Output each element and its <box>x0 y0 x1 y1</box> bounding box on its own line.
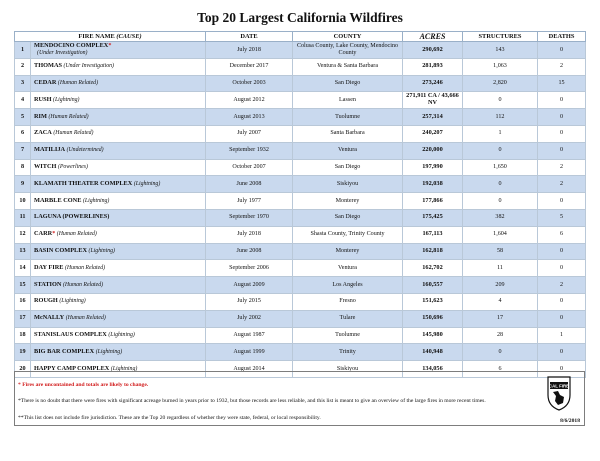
deaths-cell: 2 <box>538 159 586 176</box>
rank-cell: 18 <box>15 327 31 344</box>
fire-name-cell <box>31 109 206 126</box>
fire-cause: (Undetermined) <box>66 147 104 154</box>
fire-name-cell <box>31 327 206 344</box>
table-row <box>15 193 586 210</box>
rank-cell: 6 <box>15 125 31 142</box>
deaths-cell: 0 <box>538 243 586 260</box>
deaths-cell: 0 <box>538 361 586 378</box>
table-header-row <box>15 32 586 42</box>
structures-cell: 0 <box>463 92 538 109</box>
structures-cell: 1 <box>463 125 538 142</box>
date-cell: October 2003 <box>206 75 293 92</box>
date-cell: July 2018 <box>206 42 293 59</box>
fire-name-cell <box>31 226 206 243</box>
structures-cell: 28 <box>463 327 538 344</box>
deaths-cell: 15 <box>538 75 586 92</box>
deaths-cell: 2 <box>538 277 586 294</box>
county-cell: Monterey <box>293 243 403 260</box>
date-cell: August 2014 <box>206 361 293 378</box>
county-cell: San Diego <box>293 209 403 226</box>
fire-name: CEDAR <box>34 79 57 87</box>
rank-cell: 14 <box>15 260 31 277</box>
rank-cell: 16 <box>15 293 31 310</box>
date-cell: August 2009 <box>206 277 293 294</box>
header-cause-label: (CAUSE) <box>116 33 142 40</box>
fire-name-cell <box>31 293 206 310</box>
county-cell: Lassen <box>293 92 403 109</box>
county-cell: Ventura <box>293 142 403 159</box>
structures-cell: 112 <box>463 109 538 126</box>
fire-name: STATION <box>34 280 62 288</box>
fire-name-cell <box>31 58 206 75</box>
table-row <box>15 75 586 92</box>
structures-cell: 0 <box>463 344 538 361</box>
footer-notes <box>14 371 585 426</box>
header-acres: ACRES <box>403 32 463 42</box>
county-cell: San Diego <box>293 159 403 176</box>
acres-cell: 197,990 <box>403 159 463 176</box>
deaths-cell: 5 <box>538 209 586 226</box>
deaths-cell: 0 <box>538 344 586 361</box>
deaths-cell: 2 <box>538 58 586 75</box>
fire-cause: (Human Related) <box>62 281 104 288</box>
fire-cause: (Lightning) <box>110 365 138 372</box>
fire-name: HAPPY CAMP COMPLEX <box>34 364 110 372</box>
acres-cell: 150,696 <box>403 310 463 327</box>
deaths-cell: 0 <box>538 92 586 109</box>
fire-name: DAY FIRE <box>34 263 64 271</box>
acres-cell: 257,314 <box>403 109 463 126</box>
acres-cell: 162,702 <box>403 260 463 277</box>
rank-cell: 3 <box>15 75 31 92</box>
date-cell: July 2018 <box>206 226 293 243</box>
fire-name-cell <box>31 209 206 226</box>
fire-name: McNALLY <box>34 314 65 322</box>
structures-cell: 0 <box>463 176 538 193</box>
table-row <box>15 58 586 75</box>
table-row <box>15 277 586 294</box>
deaths-cell: 6 <box>538 226 586 243</box>
date-cell: August 1987 <box>206 327 293 344</box>
cal-fire-logo-icon <box>546 375 572 411</box>
date-cell: August 2012 <box>206 92 293 109</box>
acres-cell: 220,000 <box>403 142 463 159</box>
date-cell: September 1932 <box>206 142 293 159</box>
deaths-cell: 0 <box>538 109 586 126</box>
fire-name: THOMAS <box>34 62 62 70</box>
rank-cell: 4 <box>15 92 31 109</box>
acres-cell: 140,948 <box>403 344 463 361</box>
table-row <box>15 327 586 344</box>
fire-name-cell <box>31 159 206 176</box>
county-cell: Monterey <box>293 193 403 210</box>
rank-cell: 13 <box>15 243 31 260</box>
structures-cell: 2,820 <box>463 75 538 92</box>
county-cell: Tuolumne <box>293 327 403 344</box>
date-cell: June 2008 <box>206 243 293 260</box>
table-row <box>15 42 586 59</box>
fire-name: MARBLE CONE <box>34 196 82 204</box>
fire-name-cell <box>31 176 206 193</box>
fire-name-cell <box>31 125 206 142</box>
acres-cell: 134,056 <box>403 361 463 378</box>
uncontained-marker: * <box>52 231 56 238</box>
deaths-cell: 0 <box>538 125 586 142</box>
fire-cause: (Lightning) <box>53 96 80 103</box>
table-row <box>15 125 586 142</box>
acres-cell: 145,980 <box>403 327 463 344</box>
document-title: Top 20 Largest California Wildfires <box>197 10 403 25</box>
fire-cause: (Human Related) <box>53 130 94 137</box>
fire-cause: (Lightning) <box>82 197 110 204</box>
date-cell: June 2008 <box>206 176 293 193</box>
county-cell: Tulare <box>293 310 403 327</box>
rank-cell: 20 <box>15 361 31 378</box>
table-row <box>15 209 586 226</box>
table-row <box>15 310 586 327</box>
date-cell: July 2002 <box>206 310 293 327</box>
county-cell: Santa Barbara <box>293 125 403 142</box>
rank-cell: 5 <box>15 109 31 126</box>
rank-cell: 9 <box>15 176 31 193</box>
structures-cell: 11 <box>463 260 538 277</box>
deaths-cell: 0 <box>538 293 586 310</box>
structures-cell: 58 <box>463 243 538 260</box>
wildfire-table <box>14 31 586 378</box>
date-cell: July 2007 <box>206 125 293 142</box>
fire-cause: (Powerlines) <box>57 164 88 171</box>
fire-cause: (Human Related) <box>65 315 106 322</box>
acres-cell: 160,557 <box>403 277 463 294</box>
table-row <box>15 226 586 243</box>
header-structures: STRUCTURES <box>463 32 538 42</box>
fire-cause: (Human Related) <box>57 80 99 87</box>
structures-cell: 17 <box>463 310 538 327</box>
rank-cell: 1 <box>15 42 31 59</box>
fire-cause: (Human Related) <box>48 113 89 120</box>
county-cell: Fresno <box>293 293 403 310</box>
acres-cell: 240,207 <box>403 125 463 142</box>
deaths-cell: 0 <box>538 142 586 159</box>
acres-cell: 151,623 <box>403 293 463 310</box>
fire-name-cell <box>31 310 206 327</box>
deaths-cell: 0 <box>538 260 586 277</box>
structures-cell: 0 <box>463 142 538 159</box>
structures-cell: 4 <box>463 293 538 310</box>
fire-name-cell <box>31 75 206 92</box>
deaths-cell: 1 <box>538 327 586 344</box>
logo-text: CAL FIRE <box>548 383 570 389</box>
structures-cell: 6 <box>463 361 538 378</box>
header-deaths: DEATHS <box>538 32 586 42</box>
fire-name-cell <box>31 243 206 260</box>
acres-cell: 175,425 <box>403 209 463 226</box>
structures-cell: 209 <box>463 277 538 294</box>
structures-cell: 1,604 <box>463 226 538 243</box>
fire-name-cell <box>31 260 206 277</box>
deaths-cell: 0 <box>538 310 586 327</box>
county-cell: Siskiyou <box>293 361 403 378</box>
fire-name: ROUGH <box>34 297 58 305</box>
fire-name: ZACA <box>34 129 52 137</box>
rank-cell: 19 <box>15 344 31 361</box>
header-fire-name <box>15 32 206 42</box>
county-cell: Shasta County, Trinity County <box>293 226 403 243</box>
fire-cause: (Lightning) <box>133 180 161 187</box>
fire-name: RUSH <box>34 95 52 103</box>
table-row <box>15 243 586 260</box>
structures-cell: 1,650 <box>463 159 538 176</box>
structures-cell: 143 <box>463 42 538 59</box>
rank-cell: 15 <box>15 277 31 294</box>
rank-cell: 7 <box>15 142 31 159</box>
rank-cell: 17 <box>15 310 31 327</box>
acres-cell: 177,866 <box>403 193 463 210</box>
fire-name: LAGUNA (POWERLINES) <box>34 213 110 221</box>
date-cell: July 2015 <box>206 293 293 310</box>
fire-name: BASIN COMPLEX <box>34 247 88 255</box>
fire-cause: (Under Investigation) <box>63 63 114 70</box>
date-cell: July 1977 <box>206 193 293 210</box>
rank-cell: 12 <box>15 226 31 243</box>
county-cell: Tuolumne <box>293 109 403 126</box>
fire-cause: (Lightning) <box>59 298 86 305</box>
table-row <box>15 109 586 126</box>
fire-name-cell <box>31 92 206 109</box>
report-date: 8/6/2018 <box>560 418 580 424</box>
fire-cause: (Human Related) <box>56 231 97 238</box>
fire-cause: (Human Related) <box>64 264 106 271</box>
table-row <box>15 344 586 361</box>
table-row <box>15 176 586 193</box>
date-cell: September 1970 <box>206 209 293 226</box>
historical-note: *There is no doubt that there were fires with significant acreage burned in years prior to 1932, but those records are less reliable, and this list is meant to give an overview of the large fires in more recent times. <box>18 398 486 404</box>
deaths-cell: 0 <box>538 193 586 210</box>
table-row <box>15 92 586 109</box>
table-row <box>15 260 586 277</box>
rank-cell: 11 <box>15 209 31 226</box>
acres-cell: 192,038 <box>403 176 463 193</box>
county-cell: San Diego <box>293 75 403 92</box>
header-date: DATE <box>206 32 293 42</box>
county-cell: Los Angeles <box>293 277 403 294</box>
rank-cell: 10 <box>15 193 31 210</box>
acres-cell: 167,113 <box>403 226 463 243</box>
acres-cell: 162,818 <box>403 243 463 260</box>
county-cell: Colusa County, Lake County, Mendocino County <box>293 42 403 59</box>
deaths-cell: 2 <box>538 176 586 193</box>
date-cell: August 1999 <box>206 344 293 361</box>
fire-name: BIG BAR COMPLEX <box>34 347 95 355</box>
fire-name-cell <box>31 277 206 294</box>
table-row <box>15 142 586 159</box>
fire-name-cell <box>31 142 206 159</box>
header-fire-name-label: FIRE NAME <box>78 33 115 40</box>
uncontained-note: * Fires are uncontained and totals are likely to change. <box>18 382 149 388</box>
date-cell: December 2017 <box>206 58 293 75</box>
fire-name-cell <box>31 42 206 59</box>
rank-cell: 8 <box>15 159 31 176</box>
fire-cause: (Under Investigation) <box>37 49 88 56</box>
fire-name: RIM <box>34 112 47 120</box>
fire-name-cell <box>31 344 206 361</box>
fire-name: CARR <box>34 230 53 238</box>
fire-cause: (Lightning) <box>88 248 115 255</box>
structures-cell: 382 <box>463 209 538 226</box>
county-cell: Ventura & Santa Barbara <box>293 58 403 75</box>
table-body <box>15 42 586 378</box>
header-county: COUNTY <box>293 32 403 42</box>
fire-name: MENDOCINO COMPLEX <box>34 42 109 50</box>
county-cell: Ventura <box>293 260 403 277</box>
uncontained-marker: * <box>108 43 112 50</box>
acres-cell: 290,692 <box>403 42 463 59</box>
acres-cell: 273,246 <box>403 75 463 92</box>
fire-name: STANISLAUS COMPLEX <box>34 331 107 339</box>
fire-cause: (Lightning) <box>108 332 135 339</box>
structures-cell: 1,063 <box>463 58 538 75</box>
fire-name: MATILIJA <box>34 146 66 154</box>
date-cell: October 2007 <box>206 159 293 176</box>
table-row <box>15 159 586 176</box>
fire-name-cell <box>31 193 206 210</box>
county-cell: Siskiyou <box>293 176 403 193</box>
structures-cell: 0 <box>463 193 538 210</box>
fire-cause: (Lightning) <box>95 348 123 355</box>
acres-cell: 271,911 CA / 43,666 NV <box>403 92 463 109</box>
rank-cell: 2 <box>15 58 31 75</box>
date-cell: September 2006 <box>206 260 293 277</box>
fire-name: KLAMATH THEATER COMPLEX <box>34 179 133 187</box>
jurisdiction-note: **This list does not include fire jurisdiction. These are the Top 20 regardless of whether they were state, federal, or local responsibility. <box>18 415 321 421</box>
deaths-cell: 0 <box>538 42 586 59</box>
acres-cell: 281,893 <box>403 58 463 75</box>
county-cell: Trinity <box>293 344 403 361</box>
table-row <box>15 293 586 310</box>
date-cell: August 2013 <box>206 109 293 126</box>
fire-name: WITCH <box>34 163 57 171</box>
